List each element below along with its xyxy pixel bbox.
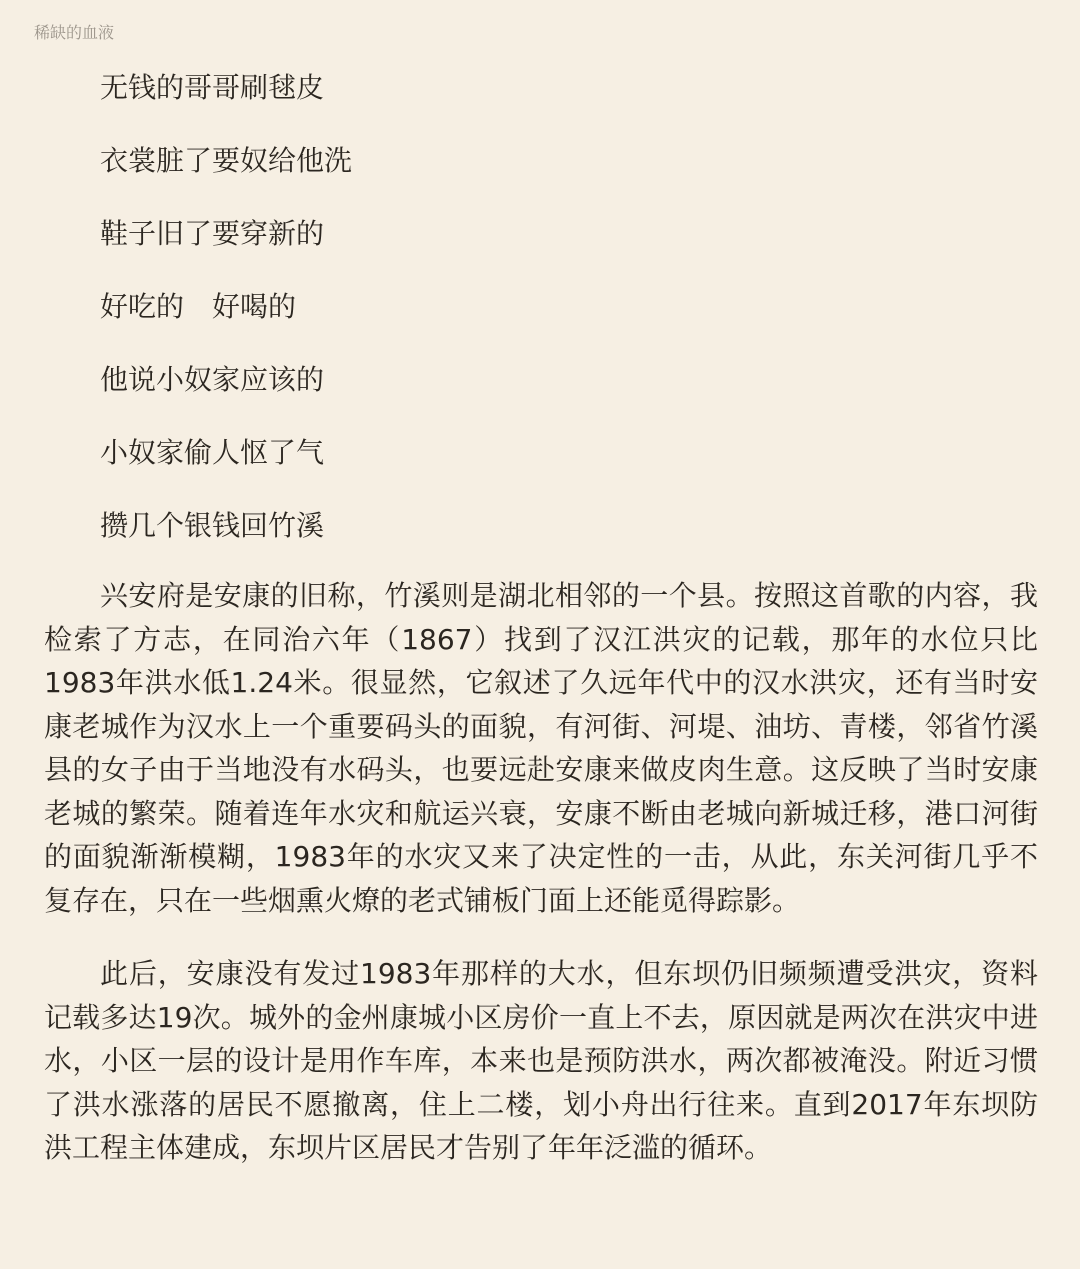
poem-line: 他说小奴家应该的 [100, 363, 325, 396]
poem-block [100, 64, 1000, 575]
poem-line: 攒几个银钱回竹溪 [100, 509, 325, 542]
poem-line: 小奴家偷人怄了气 [100, 436, 325, 469]
poem-line: 衣裳脏了要奴给他洗 [100, 144, 353, 177]
prose-block [44, 574, 1038, 1200]
source-title: 稀缺的血液 [34, 23, 115, 42]
body-paragraph: 此后，安康没有发过1983年那样的大水，但东坝仍旧频频遭受洪灾，资料记载多达19次。城外的金州康城小区房价一直上不去，原因就是两次在洪灾中进水，小区一层的设计是用作车库，本来也是预防洪水，两次都被淹没。附近习惯了洪水涨落的居民不愿撤离，住上二楼，划小舟出行往来。直到2017年东坝防洪工程主体建成，东坝片区居民才告别了年年泛滥的循环。 [44, 957, 1038, 1164]
poem-line: 鞋子旧了要穿新的 [100, 217, 325, 250]
body-paragraph: 兴安府是安康的旧称，竹溪则是湖北相邻的一个县。按照这首歌的内容，我检索了方志，在同治六年（1867）找到了汉江洪灾的记载，那年的水位只比1983年洪水低1.24米。很显然，它叙述了久远年代中的汉水洪灾，还有当时安康老城作为汉水上一个重要码头的面貌，有河街、河堤、油坊、青楼，邻省竹溪县的女子由于当地没有水码头，也要远赴安康来做皮肉生意。这反映了当时安康老城的繁荣。随着连年水灾和航运兴衰，安康不断由老城向新城迁移，港口河街的面貌渐渐模糊，1983年的水灾又来了决定性的一击，从此，东关河街几乎不复存在，只在一些烟熏火燎的老式铺板门面上还能觅得踪影。 [44, 579, 1038, 917]
poem-line: 好吃的 好喝的 [100, 290, 297, 323]
poem-line: 无钱的哥哥刷毬皮 [100, 71, 325, 104]
